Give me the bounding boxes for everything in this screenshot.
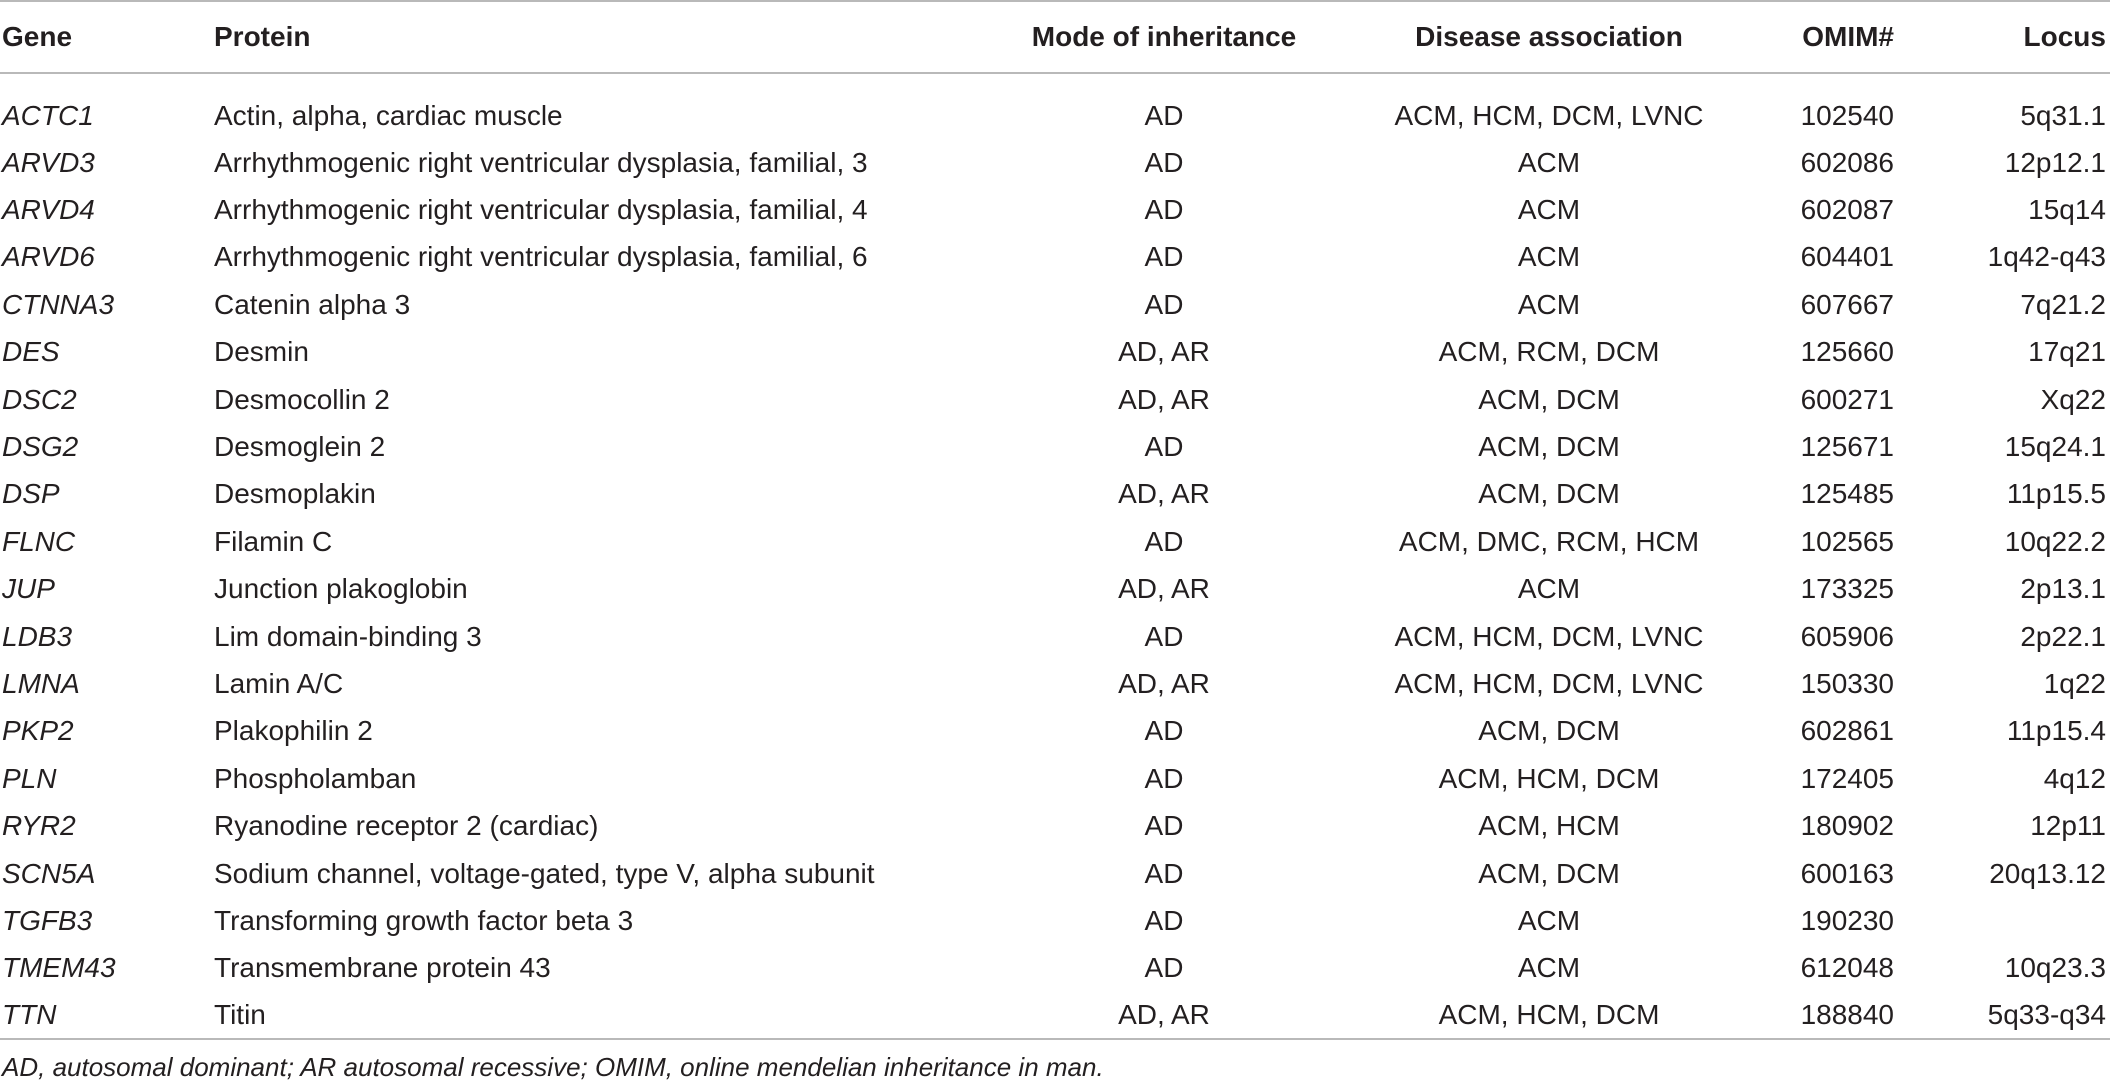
cell-gene: DES	[2, 336, 60, 368]
cell-locus: Xq22	[2040, 383, 2106, 415]
cell-protein: Arrhythmogenic right ventricular dysplasia, familial, 6	[214, 241, 868, 273]
cell-disease-association: ACM	[1517, 194, 1581, 226]
cell-mode-of-inheritance: AD	[1144, 762, 1184, 794]
cell-locus: 15q24.1	[2004, 431, 2106, 463]
cell-gene: FLNC	[2, 525, 76, 557]
cell-mode-of-inheritance: AD	[1144, 715, 1184, 747]
cell-mode-of-inheritance: AD	[1144, 194, 1184, 226]
cell-omim: 602086	[1800, 146, 1894, 178]
cell-protein: Desmoplakin	[214, 478, 376, 510]
table-row	[0, 329, 2110, 376]
cell-disease-association: ACM	[1517, 573, 1581, 605]
cell-mode-of-inheritance: AD, AR	[1118, 383, 1210, 415]
table-row	[0, 281, 2110, 328]
cell-omim: 190230	[1800, 904, 1894, 936]
cell-protein: Plakophilin 2	[214, 715, 373, 747]
cell-protein: Arrhythmogenic right ventricular dysplasia, familial, 3	[214, 146, 868, 178]
cell-gene: DSG2	[2, 431, 79, 463]
cell-mode-of-inheritance: AD, AR	[1118, 573, 1210, 605]
cell-disease-association: ACM, DMC, RCM, HCM	[1398, 525, 1700, 557]
table-row	[0, 660, 2110, 707]
cell-locus: 11p15.5	[2006, 478, 2106, 510]
table-row	[0, 613, 2110, 660]
cell-mode-of-inheritance: AD	[1144, 288, 1184, 320]
cell-protein: Actin, alpha, cardiac muscle	[214, 99, 563, 131]
table-row	[0, 945, 2110, 992]
header-gene: Gene	[0, 1, 214, 73]
cell-protein: Titin	[214, 992, 974, 1039]
cell-protein: Lim domain-binding 3	[214, 620, 482, 652]
cell-disease-association: ACM, HCM	[1478, 810, 1620, 842]
table-row	[0, 518, 2110, 565]
cell-disease-association: ACM, DCM	[1478, 383, 1620, 415]
cell-omim: 600271	[1800, 383, 1894, 415]
cell-locus: 11p15.4	[2006, 715, 2106, 747]
cell-omim: 607667	[1800, 288, 1894, 320]
table-row	[0, 897, 2110, 944]
cell-omim: 173325	[1800, 573, 1894, 605]
table-row	[0, 471, 2110, 518]
cell-omim: 102565	[1800, 525, 1894, 557]
cell-protein: Sodium channel, voltage-gated, type V, alpha subunit	[214, 857, 875, 889]
cell-disease-association: ACM	[1517, 288, 1581, 320]
cell-gene: RYR2	[2, 810, 76, 842]
cell-disease-association: ACM	[1517, 241, 1581, 273]
cell-omim: 600163	[1800, 857, 1894, 889]
table-row	[0, 376, 2110, 423]
cell-mode-of-inheritance: AD	[1144, 241, 1184, 273]
cell-mode-of-inheritance: AD	[1144, 431, 1184, 463]
cell-locus: 5q33-q34	[1894, 992, 2110, 1039]
cell-protein: Desmin	[214, 336, 309, 368]
cell-disease-association: ACM, DCM	[1478, 715, 1620, 747]
cell-disease-association: ACM, HCM, DCM, LVNC	[1394, 620, 1704, 652]
cell-omim: 125660	[1800, 336, 1894, 368]
cell-mode-of-inheritance: AD	[1144, 146, 1184, 178]
cell-disease-association: ACM	[1517, 904, 1581, 936]
cell-disease-association: ACM, DCM	[1478, 478, 1620, 510]
cell-protein: Junction plakoglobin	[214, 573, 468, 605]
table-row	[0, 992, 2110, 1039]
header-locus: Locus	[1894, 1, 2110, 73]
cell-omim: 102540	[1800, 99, 1894, 131]
cell-protein: Arrhythmogenic right ventricular dysplasia, familial, 4	[214, 194, 868, 226]
cell-gene: JUP	[2, 573, 55, 605]
cell-mode-of-inheritance: AD, AR	[1118, 667, 1210, 699]
cell-disease-association: ACM, RCM, DCM	[1438, 336, 1660, 368]
cell-protein: Ryanodine receptor 2 (cardiac)	[214, 810, 599, 842]
cell-protein: Transmembrane protein 43	[214, 952, 551, 984]
cell-disease-association: ACM, HCM, DCM, LVNC	[1394, 99, 1704, 131]
cell-gene: CTNNA3	[2, 288, 115, 320]
cell-gene: LDB3	[2, 620, 73, 652]
table-row	[0, 73, 2110, 139]
cell-locus: 7q21.2	[2020, 288, 2106, 320]
cell-gene: ARVD4	[2, 194, 95, 226]
table-row	[0, 234, 2110, 281]
table-row	[0, 139, 2110, 186]
cell-gene: LMNA	[2, 667, 80, 699]
header-row	[0, 1, 2110, 73]
cell-gene: DSP	[2, 478, 60, 510]
cell-mode-of-inheritance: AD	[1144, 952, 1184, 984]
cell-mode-of-inheritance: AD	[1144, 620, 1184, 652]
cell-protein: Filamin C	[214, 525, 333, 557]
cell-protein: Transforming growth factor beta 3	[214, 904, 634, 936]
cell-protein: Desmocollin 2	[214, 383, 390, 415]
cell-disease-association: ACM, DCM	[1478, 431, 1620, 463]
cell-omim: 172405	[1800, 762, 1894, 794]
cell-protein: Lamin A/C	[214, 667, 344, 699]
cell-omim: 605906	[1800, 620, 1894, 652]
table-row	[0, 850, 2110, 897]
cell-omim: 602861	[1800, 715, 1894, 747]
header-omim: OMIM#	[1744, 1, 1894, 73]
cell-omim: 602087	[1800, 194, 1894, 226]
cell-gene: ARVD3	[2, 146, 95, 178]
header-protein: Protein	[214, 1, 974, 73]
cell-locus: 10q22.2	[2004, 525, 2106, 557]
cell-mode-of-inheritance: AD, AR	[974, 992, 1354, 1039]
cell-gene: TTN	[0, 992, 214, 1039]
cell-locus	[1894, 897, 2110, 944]
table-row	[0, 802, 2110, 849]
cell-omim: 180902	[1800, 810, 1894, 842]
cell-omim: 604401	[1800, 241, 1894, 273]
cell-gene: ACTC1	[2, 99, 94, 131]
cell-locus: 17q21	[2028, 336, 2106, 368]
table-body	[0, 73, 2110, 1039]
cell-locus: 4q12	[2043, 762, 2106, 794]
cell-gene: TMEM43	[2, 952, 116, 984]
header-disease-association: Disease association	[1354, 1, 1744, 73]
cell-mode-of-inheritance: AD	[1144, 904, 1184, 936]
cell-locus: 5q31.1	[2020, 99, 2106, 131]
table-row	[0, 755, 2110, 802]
cell-protein: Phospholamban	[214, 762, 417, 794]
cell-gene: ARVD6	[2, 241, 95, 273]
cell-locus: 2p22.1	[2020, 620, 2106, 652]
cell-gene: PKP2	[2, 715, 74, 747]
cell-locus: 10q23.3	[2004, 952, 2106, 984]
table-footnote: AD, autosomal dominant; AR autosomal recessive; OMIM, online mendelian inheritance in man.	[2, 1052, 1104, 1082]
cell-mode-of-inheritance: AD, AR	[1118, 336, 1210, 368]
cell-disease-association: ACM, HCM, DCM, LVNC	[1394, 667, 1704, 699]
table-row	[0, 186, 2110, 233]
cell-mode-of-inheritance: AD	[1144, 525, 1184, 557]
cell-locus: 12p11	[2030, 810, 2106, 842]
cell-omim: 150330	[1800, 667, 1894, 699]
cell-mode-of-inheritance: AD	[1144, 857, 1184, 889]
cell-locus: 12p12.1	[2004, 146, 2106, 178]
cell-mode-of-inheritance: AD	[1144, 810, 1184, 842]
table-row	[0, 423, 2110, 470]
cell-omim: 612048	[1800, 952, 1894, 984]
cell-mode-of-inheritance: AD, AR	[1118, 478, 1210, 510]
table-row	[0, 566, 2110, 613]
cell-disease-association: ACM, DCM	[1478, 857, 1620, 889]
table-row	[0, 708, 2110, 755]
cell-protein: Desmoglein 2	[214, 431, 386, 463]
cell-omim: 125671	[1800, 431, 1894, 463]
cell-disease-association: ACM	[1517, 952, 1581, 984]
cell-gene: PLN	[2, 762, 57, 794]
cell-gene: SCN5A	[2, 857, 96, 889]
cell-gene: DSC2	[2, 383, 77, 415]
cell-locus: 2p13.1	[2020, 573, 2106, 605]
cell-locus: 1q22	[2043, 667, 2106, 699]
cell-mode-of-inheritance: AD	[1144, 99, 1184, 131]
cell-omim: 188840	[1744, 992, 1894, 1039]
cell-omim: 125485	[1800, 478, 1894, 510]
cell-disease-association: ACM, HCM, DCM	[1354, 992, 1744, 1039]
header-mode-of-inheritance: Mode of inheritance	[974, 1, 1354, 73]
cell-disease-association: ACM, HCM, DCM	[1438, 762, 1660, 794]
cell-locus: 20q13.12	[1989, 857, 2106, 889]
cell-gene: TGFB3	[2, 904, 93, 936]
cell-disease-association: ACM	[1517, 146, 1581, 178]
cell-locus: 15q14	[2028, 194, 2106, 226]
cell-protein: Catenin alpha 3	[214, 288, 411, 320]
cell-locus: 1q42-q43	[1987, 241, 2106, 273]
